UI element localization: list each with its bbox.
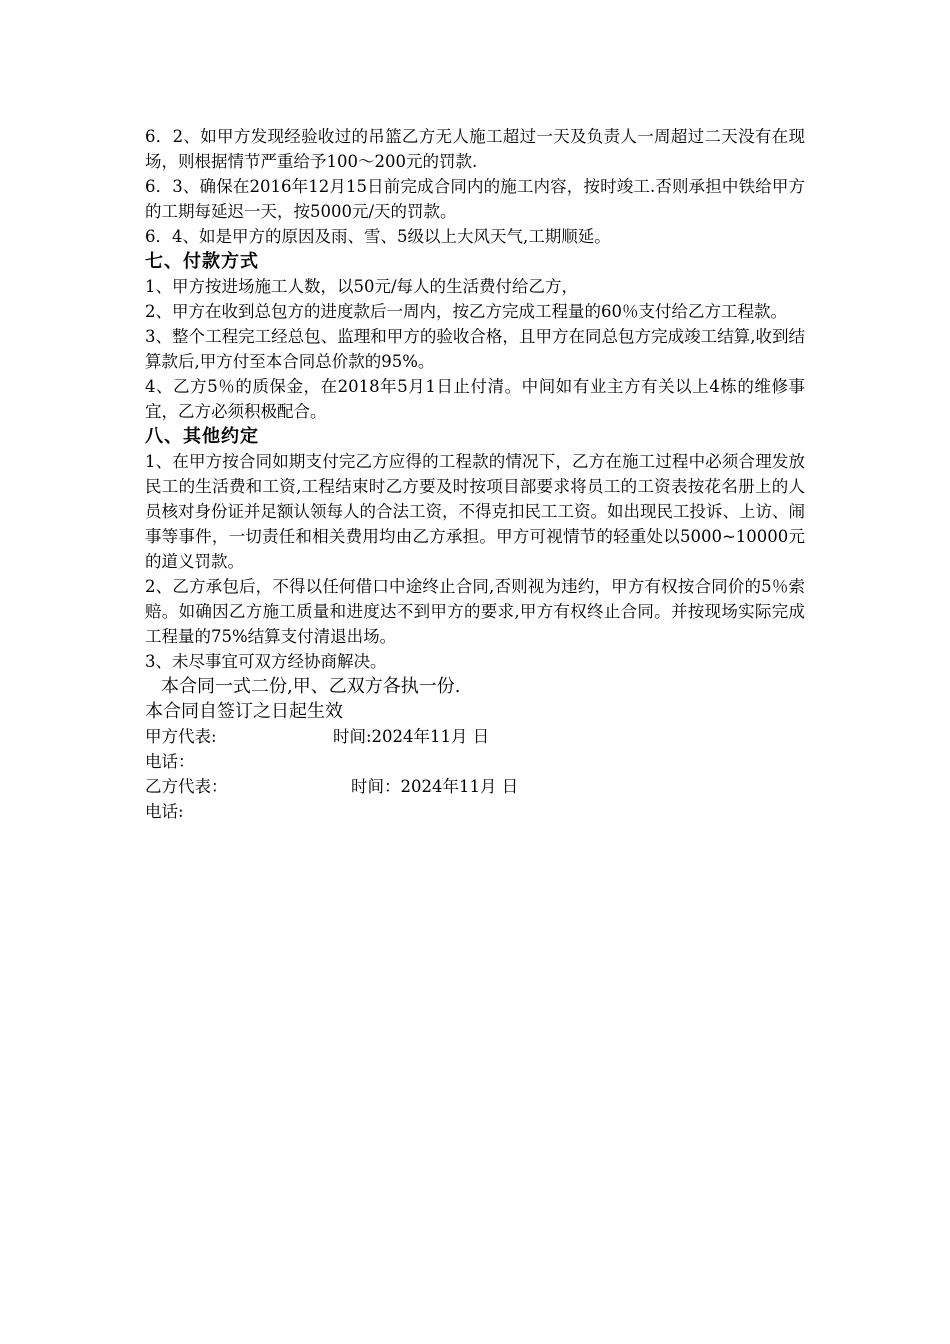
clause-7-4: 4、乙方5％的质保金，在2018年5月1日止付清。中间如有业主方有关以上4栋的维修事宜，乙方必须积极配合。 [145,377,805,421]
party-a-time: 时间:2024年11月 日 [333,727,490,746]
clause-7-3: 3、整个工程完工经总包、监理和甲方的验收合格，且甲方在同总包方完成竣工结算,收到结算款后,甲方付至本合同总价款的95%。 [145,327,805,371]
party-b-phone: 电话: [145,802,184,821]
clause-7-2: 2、甲方在收到总包方的进度款后一周内，按乙方完成工程量的60％支付给乙方工程款。 [145,302,787,321]
copies-statement: 本合同一式二份,甲、乙双方各执一份. [161,676,461,697]
party-a-label: 甲方代表: [145,727,217,746]
clause-8-3: 3、未尽事宜可双方经协商解决。 [145,652,387,671]
party-a-phone: 电话： [145,752,195,771]
clause-8-2: 2、乙方承包后，不得以任何借口中途终止合同,否则视为违约，甲方有权按合同价的5％索赔。如确因乙方施工质量和进度达不到甲方的要求,甲方有权终止合同。并按现场实际完成工程量的75%结算支付清退出场。 [145,577,805,646]
party-b-time: 时间：2024年11月 日 [351,777,519,796]
section-8-heading: 八、其他约定 [145,426,259,447]
effective-statement: 本合同自签订之日起生效 [145,701,343,722]
party-b-signature-row [145,774,805,799]
party-b-label: 乙方代表： [145,777,228,796]
clause-6-3: 6．3、确保在2016年12月15日前完成合同内的施工内容，按时竣工.否则承担中铁给甲方的工期每延迟一天，按5000元/天的罚款。 [145,177,805,221]
section-7-heading: 七、付款方式 [145,251,259,272]
clause-6-2: 6．2、如甲方发现经验收过的吊篮乙方无人施工超过一天及负责人一周超过二天没有在现场，则根据情节严重给予100～200元的罚款. [145,127,805,171]
contract-page [145,124,805,824]
party-a-signature-row [145,724,805,749]
clause-7-1: 1、甲方按进场施工人数，以50元/每人的生活费付给乙方， [145,277,579,296]
clause-8-1: 1、在甲方按合同如期支付完乙方应得的工程款的情况下，乙方在施工过程中必须合理发放民工的生活费和工资,工程结束时乙方要及时按项目部要求将员工的工资表按花名册上的人员核对身份证并足额认领每人的合法工资，不得克扣民工工资。如出现民工投诉、上访、闹事等事件，一切责任和相关费用均由乙方承担。甲方可视情节的轻重处以5000~10000元的道义罚款。 [145,452,805,571]
clause-6-4: 6．4、如是甲方的原因及雨、雪、5级以上大风天气,工期顺延。 [145,227,611,246]
